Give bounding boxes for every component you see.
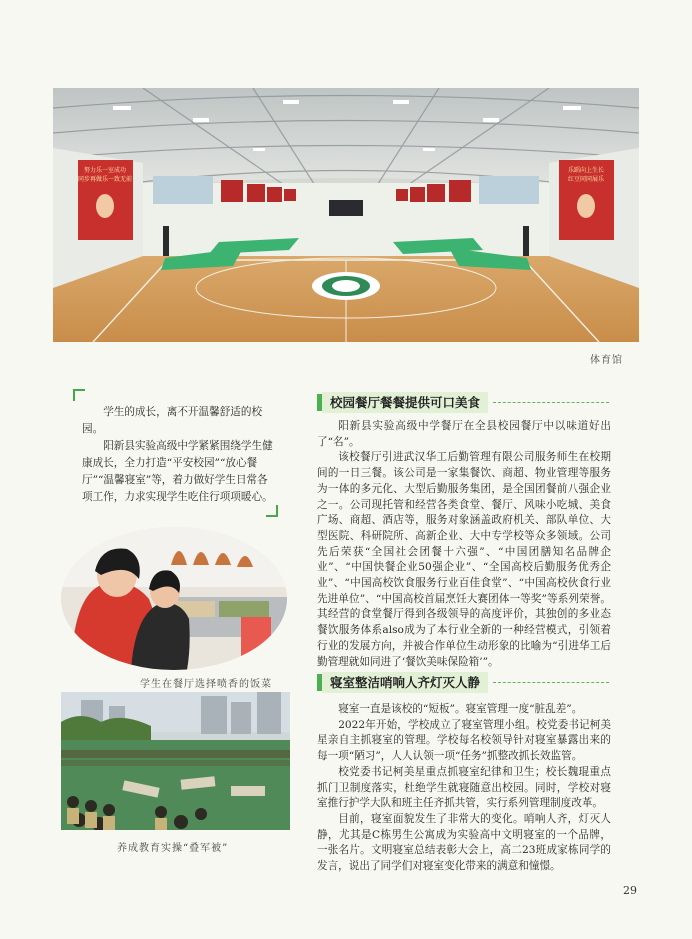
military-photo — [61, 692, 290, 830]
section1-title: 校园餐厅餐餐提供可口美食 — [322, 392, 488, 413]
section2-title: 寝室整洁哨响人齐灯灭人静 — [322, 672, 488, 693]
section1-heading — [317, 392, 609, 413]
section2-heading — [317, 672, 609, 693]
gym-banner-left-line2: 同步再做乐一致无前 — [77, 176, 133, 183]
gymnasium-photo — [53, 88, 639, 342]
section2-body — [317, 702, 611, 875]
gym-banner-right-line1: 乐蹈向上生长 — [567, 167, 605, 174]
intro-paragraph: 学生的成长，离不开温馨舒适的校园。 — [82, 406, 263, 435]
intro-quote — [82, 404, 278, 506]
military-caption: 养成教育实操“叠军被” — [117, 843, 229, 854]
section1-body — [317, 419, 611, 670]
heading-dashed-rule — [493, 402, 609, 403]
section1-paragraph: 该校餐厅引进武汉华工后勤管理有限公司服务师生在校期间的一日三餐。该公司是一家集餐饮、商超、物业管理等服务为一体的多元化、大型后勤服务集团，是全国团餐前八强企业之一。公司现托管和经营各类食堂、餐厅、风味小吃城、美食广场、商超、酒店等，服务对象涵盖政府机关、部队单位、大型医院、科研院所、高新企业、大中专学校等众多领域。公司先后荣获“全国社会团餐十六强”、“中国团膳知名品牌企业”、“中国快餐企业50强企业”、“全国高校后勤服务优秀企业”、“中国高校饮食服务行业百佳食堂”、“中国高校伙食行业先进单位”、“中国高校首届烹饪大赛团体一等奖”等系列荣誉。其经营的食堂餐厅得到各级领导的高度评价，其独创的多业态餐饮服务体系also成为了本行业全新的一种经营模式，引领着行业的发展方向，并被合作单位生动形象的比喻为“引进华工后勤管理就如同进了‘餐饮美味保险箱’”。 — [317, 451, 611, 668]
quote-bracket-open — [73, 389, 85, 401]
page-number: 29 — [623, 884, 637, 897]
quote-bracket-close — [266, 505, 278, 517]
intro-paragraph: 阳新县实验高级中学紧紧围绕学生健康成长，全力打造“平安校园”“放心餐厅”“温馨寝室”等，着力做好学生日常各项工作，力求实现学生吃住行项项暖心。 — [82, 440, 273, 503]
gym-banner-right-line2: 红豆同同展乐 — [567, 176, 605, 183]
heading-dashed-rule — [493, 682, 609, 683]
section2-paragraph: 2022年开始，学校成立了寝室管理小组。校党委书记柯美星亲自主抓寝室的管理。学校每名校领导针对寝室暴露出来的每一项“陋习”，人人认领一项“任务”抓整改抓长效监管。 — [317, 718, 611, 763]
section1-paragraph: 阳新县实验高级中学餐厅在全县校园餐厅中以味道好出了“名”。 — [317, 420, 611, 448]
gym-banner-left-line1: 努力乐一室成功 — [83, 167, 127, 174]
gymnasium-caption: 体育馆 — [590, 355, 623, 366]
canteen-photo — [61, 527, 287, 670]
canteen-caption: 学生在餐厅选择喷香的饭菜 — [140, 679, 272, 690]
section2-paragraph: 目前，寝室面貌发生了非常大的变化。哨响人齐，灯灭人静，尤其是C栋男生公寓成为实验高中文明寝室的一个品牌，一张名片。文明寝室总结表彰大会上，高二23班成家栋同学的发言，说出了同学们对寝室变化带来的满意和憧憬。 — [317, 812, 611, 873]
section2-paragraph: 寝室一直是该校的“短板”。寝室管理一度“脏乱差”。 — [338, 703, 583, 715]
section2-paragraph: 校党委书记柯美星重点抓寝室纪律和卫生；校长魏琨重点抓门卫制度落实，杜绝学生就寝随意出校园。同时，学校对寝室推行护学大队和班主任齐抓共管，实行系列管理制度改革。 — [317, 765, 611, 810]
